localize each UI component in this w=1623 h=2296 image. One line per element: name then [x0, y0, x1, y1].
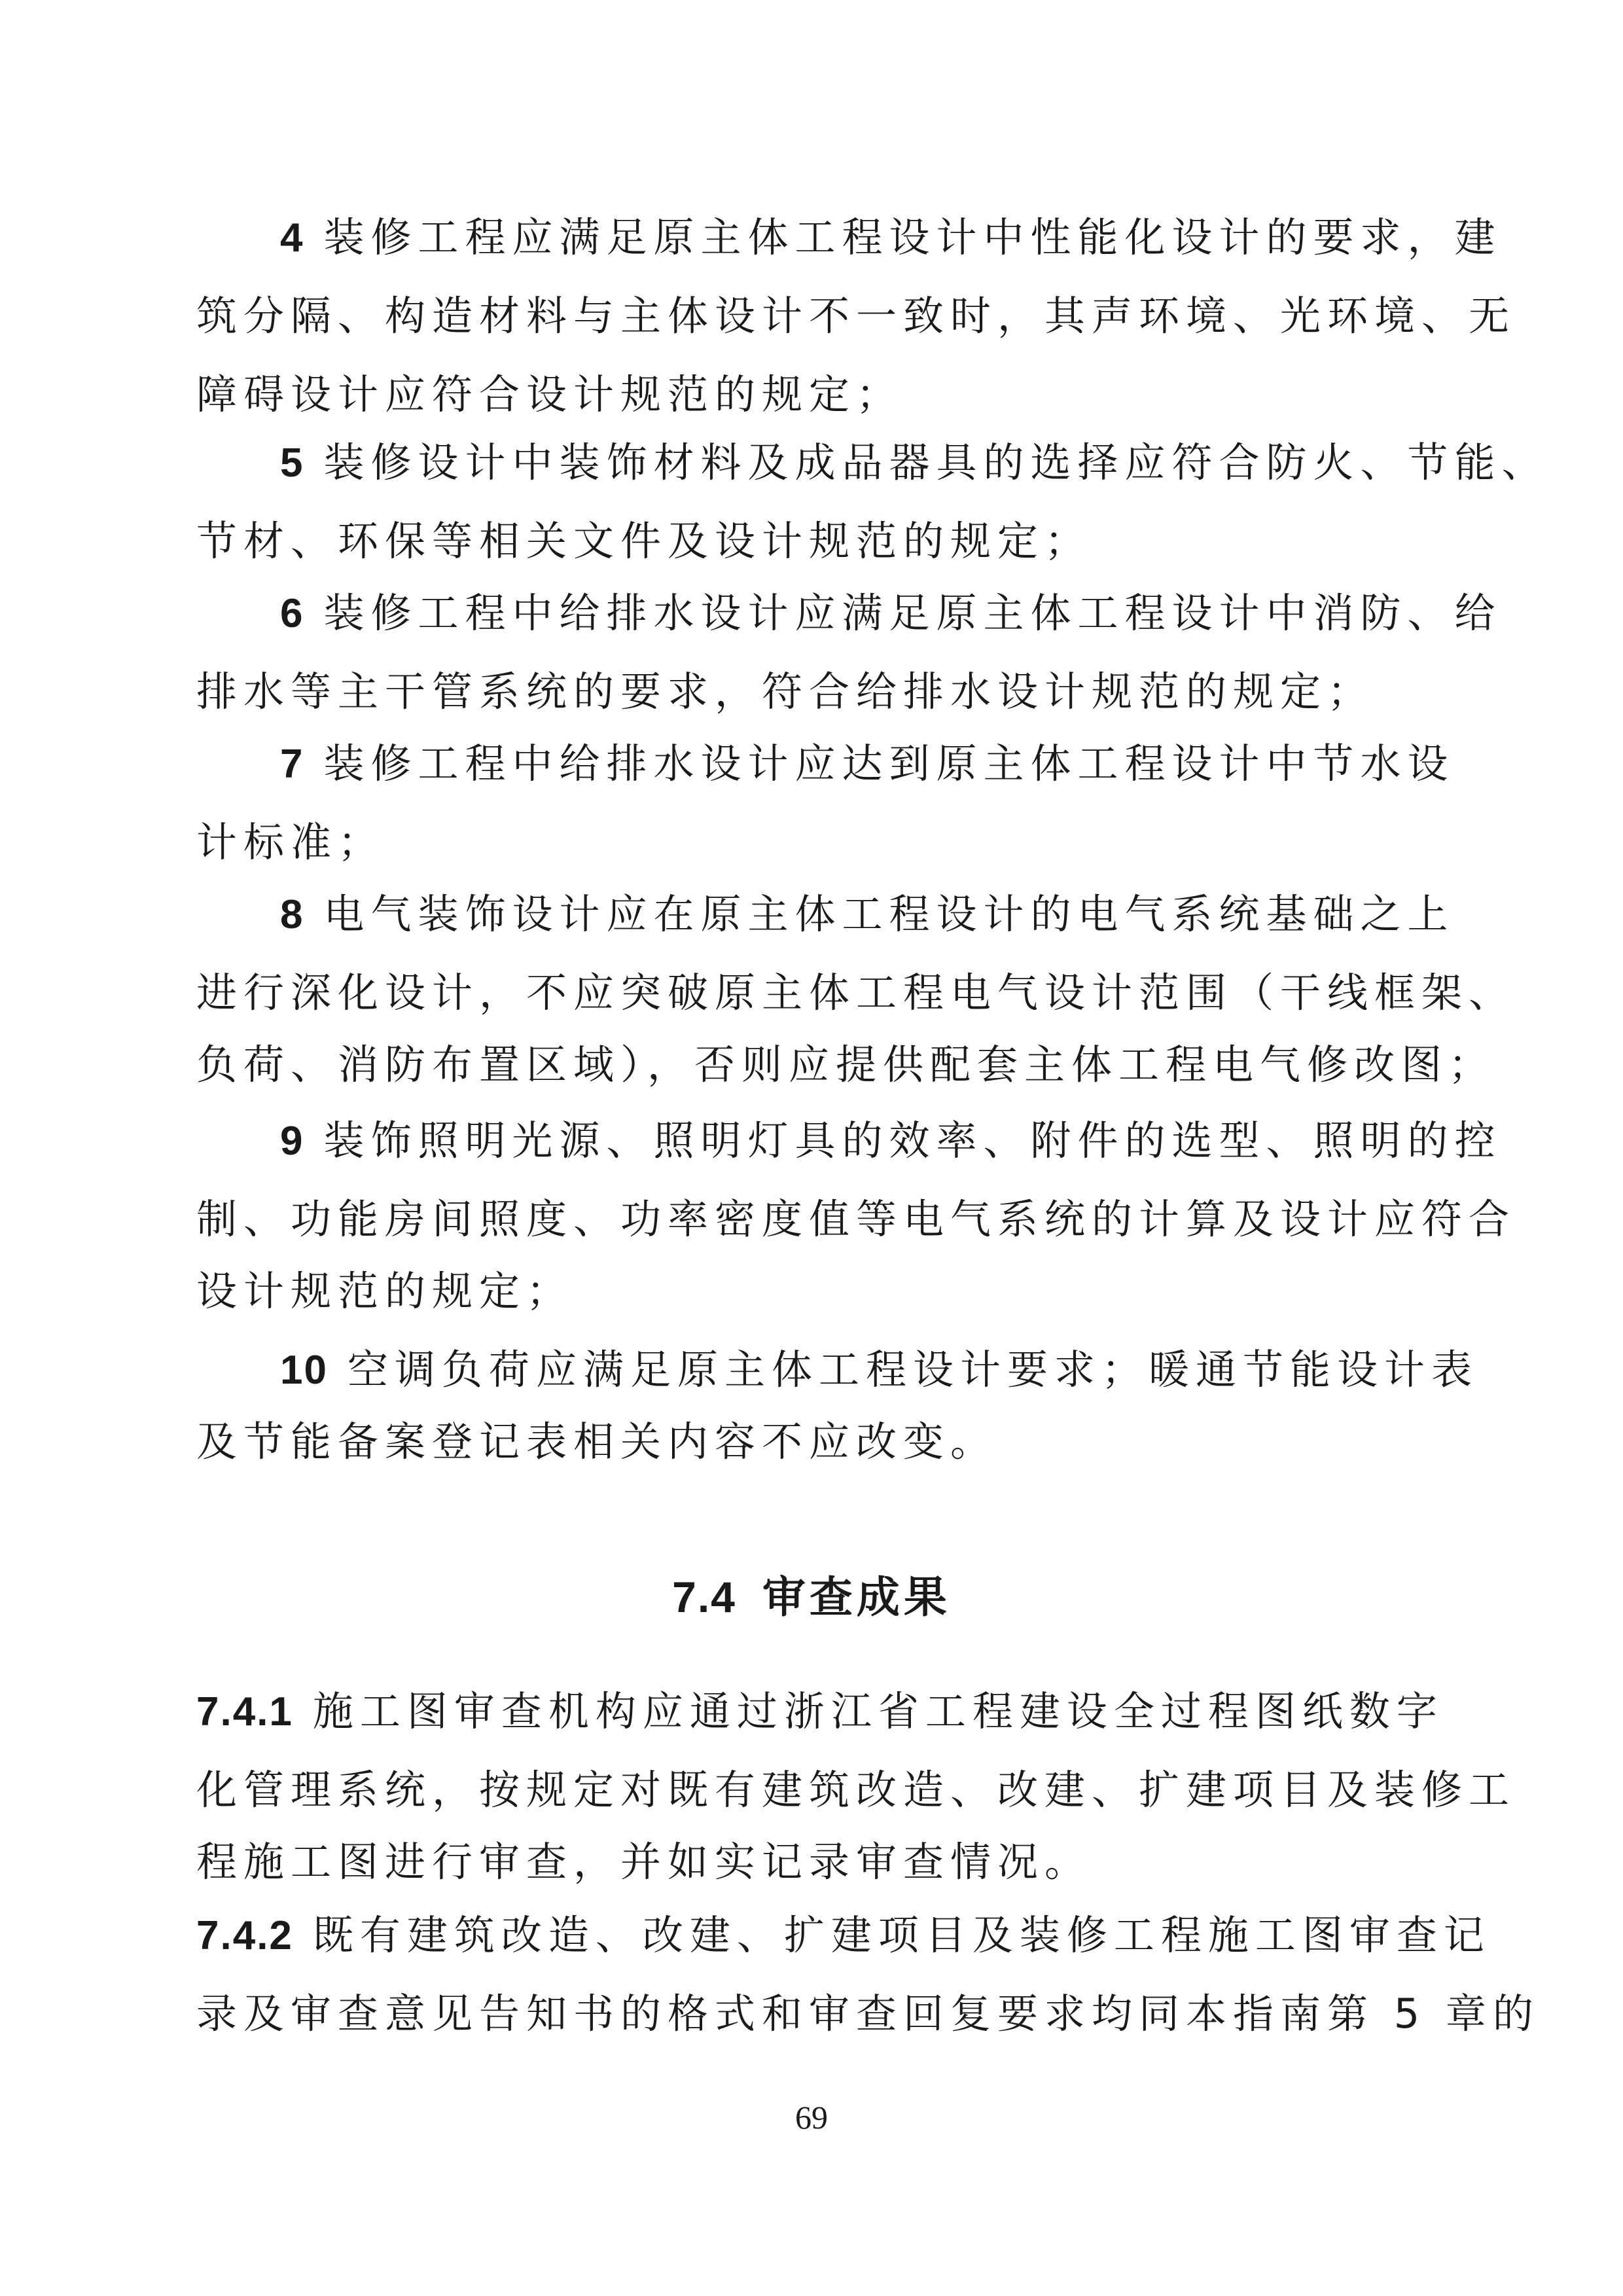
item-text: 装修工程应满足原主体工程设计中性能化设计的要求，建 [323, 213, 1502, 261]
item-number: 4 [280, 215, 304, 260]
item-10-line-2: 及节能备案登记表相关内容不应改变。 [196, 1418, 998, 1465]
item-6-line-2: 排水等主干管系统的要求，符合给排水设计规范的规定； [196, 668, 1375, 715]
item-text: 装修工程中给排水设计应达到原主体工程设计中节水设 [323, 740, 1455, 787]
item-9-line-1 [280, 1111, 1502, 1171]
item-7-line-2: 计标准； [196, 818, 385, 866]
item-text: 装饰照明光源、照明灯具的效率、附件的选型、照明的控 [323, 1117, 1502, 1164]
clause-7-4-1-line-1 [196, 1682, 1444, 1742]
item-8-line-1 [280, 885, 1455, 944]
page-number: 69 [795, 2099, 828, 2136]
item-5-line-2: 节材、环保等相关文件及设计规范的规定； [196, 517, 1092, 565]
item-9-line-2: 制、功能房间照度、功率密度值等电气系统的计算及设计应符合 [196, 1195, 1516, 1243]
clause-7-4-1-line-3: 程施工图进行审查，并如实记录审查情况。 [196, 1838, 1092, 1886]
item-number: 10 [280, 1348, 328, 1393]
clause-number: 7.4.1 [196, 1689, 293, 1734]
item-6-line-1 [280, 584, 1502, 643]
section-heading [0, 1568, 1623, 1627]
item-text: 电气装饰设计应在原主体工程设计的电气系统基础之上 [323, 890, 1455, 938]
item-text: 空调负荷应满足原主体工程设计要求；暖通节能设计表 [347, 1346, 1478, 1393]
item-10-line-1 [280, 1340, 1478, 1400]
clause-7-4-2-line-2: 录及审查意见告知书的格式和审查回复要求均同本指南第 5 章的 [196, 1990, 1540, 2037]
item-4-line-2: 筑分隔、构造材料与主体设计不一致时，其声环境、光环境、无 [196, 292, 1516, 340]
item-number: 5 [280, 440, 304, 486]
section-number: 7.4 [672, 1573, 736, 1621]
clause-7-4-1-line-2: 化管理系统，按规定对既有建筑改造、改建、扩建项目及装修工 [196, 1766, 1516, 1814]
item-number: 8 [280, 892, 304, 937]
item-number: 7 [280, 742, 304, 787]
item-8-line-2: 进行深化设计，不应突破原主体工程电气设计范围（干线框架、 [196, 969, 1516, 1016]
item-text: 装修设计中装饰材料及成品器具的选择应符合防火、节能、 [323, 439, 1549, 486]
item-number: 9 [280, 1119, 304, 1164]
item-number: 6 [280, 591, 304, 636]
clause-text: 既有建筑改造、改建、扩建项目及装修工程施工图审查记 [312, 1911, 1491, 1959]
item-7-line-1 [280, 734, 1455, 794]
item-text: 装修工程中给排水设计应满足原主体工程设计中消防、给 [323, 589, 1502, 637]
section-title: 审查成果 [762, 1572, 951, 1623]
clause-7-4-2-line-1 [196, 1906, 1491, 1965]
item-9-line-3: 设计规范的规定； [196, 1267, 574, 1315]
item-5-line-1 [280, 433, 1549, 493]
clause-text: 施工图审查机构应通过浙江省工程建设全过程图纸数字 [312, 1687, 1444, 1735]
item-4-line-1 [280, 208, 1502, 268]
item-8-line-3: 负荷、消防布置区域），否则应提供配套主体工程电气修改图； [196, 1041, 1496, 1088]
clause-number: 7.4.2 [196, 1913, 293, 1958]
item-4-line-3: 障碍设计应符合设计规范的规定； [196, 370, 904, 418]
